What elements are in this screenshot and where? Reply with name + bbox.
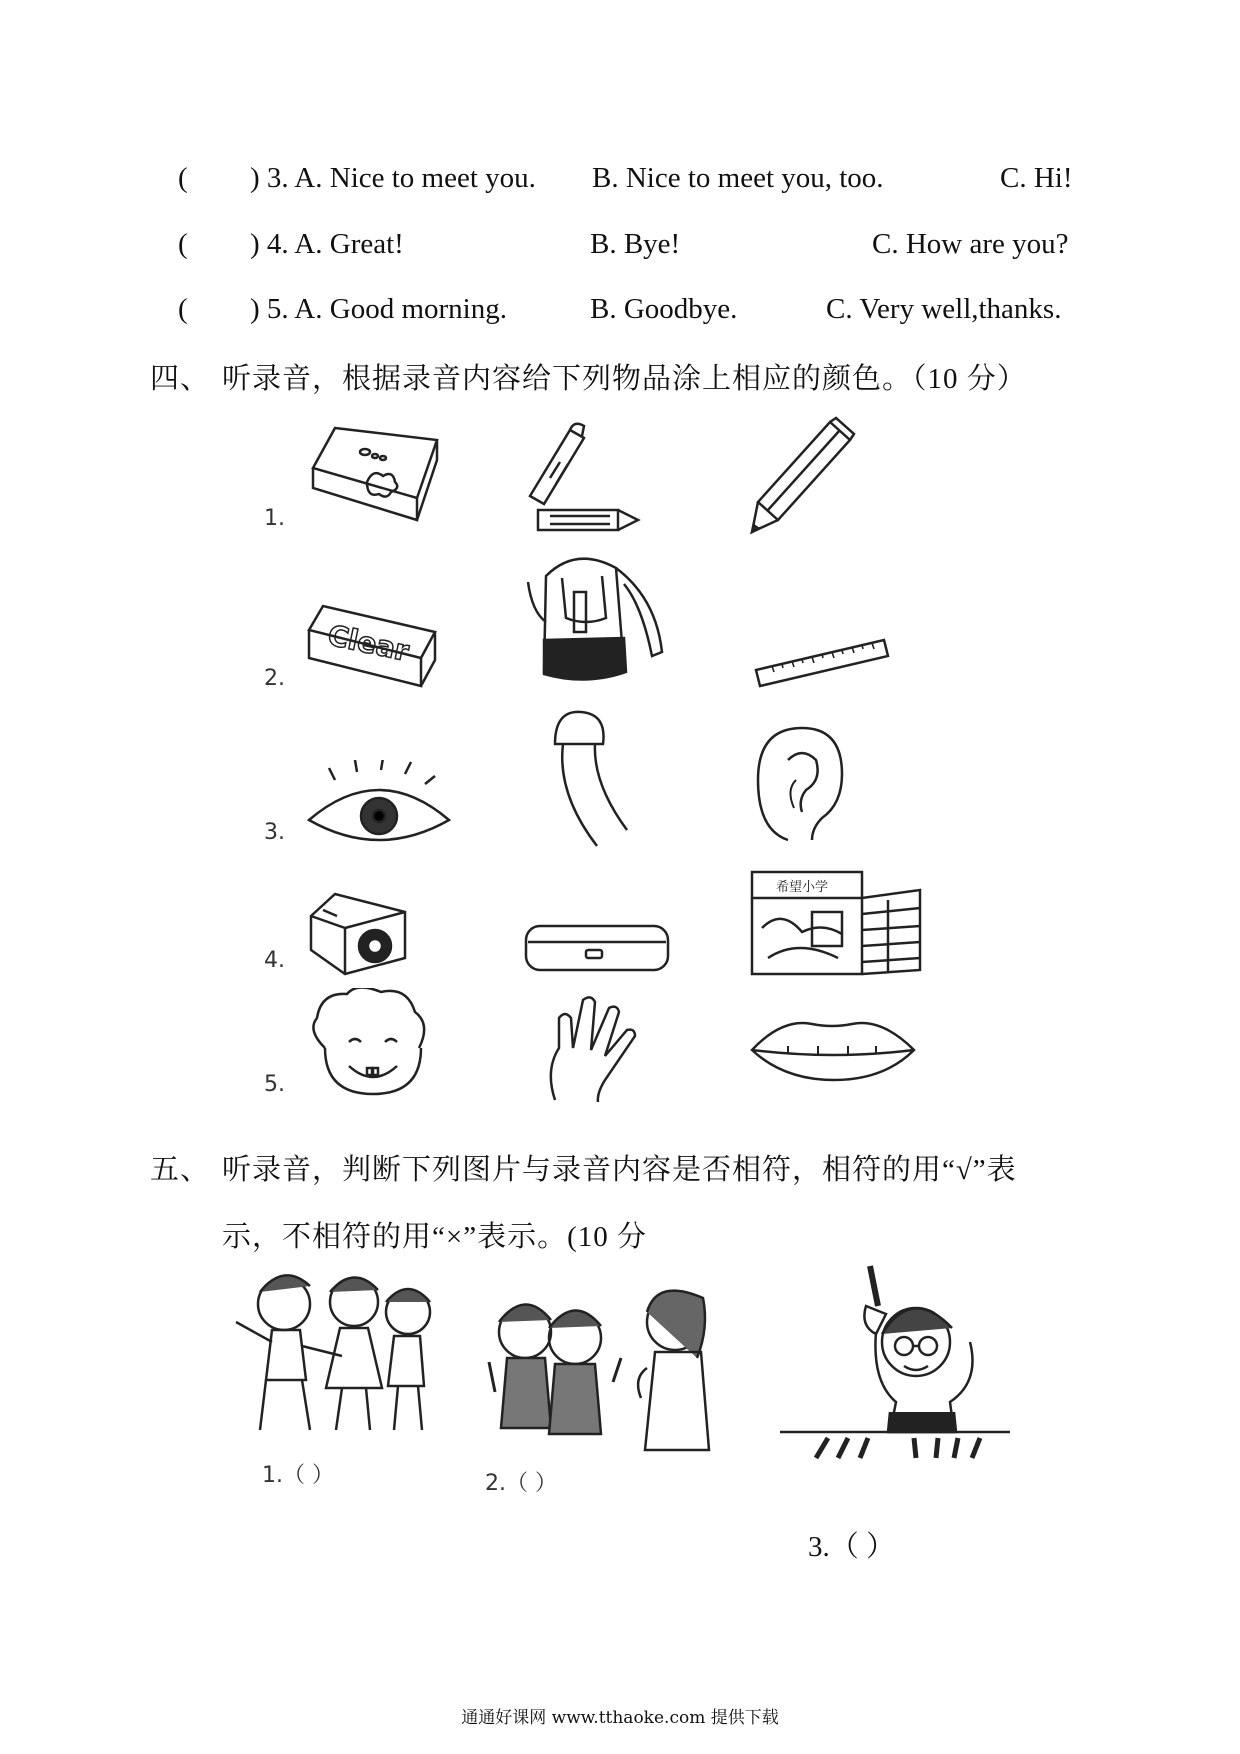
- ear-picture: [748, 720, 848, 850]
- crayons-picture: [520, 418, 645, 533]
- face-picture: [305, 988, 435, 1098]
- row-number: 3.: [264, 820, 285, 845]
- option-c: C. How are you?: [872, 228, 1069, 260]
- eraser-picture: [305, 600, 440, 690]
- eraser-brand: Clear: [324, 618, 412, 668]
- eye-picture: [305, 760, 455, 850]
- row-number: 5.: [264, 1072, 285, 1097]
- option-a: ) 5. A. Good morning.: [250, 293, 507, 325]
- ruler-picture: [752, 634, 892, 694]
- pencil-picture: [750, 416, 860, 536]
- book-picture: [305, 420, 445, 530]
- row-number: 1.: [264, 506, 285, 531]
- option-b: B. Bye!: [590, 228, 681, 260]
- row-number: 2.: [264, 666, 285, 691]
- option-b: B. Nice to meet you, too.: [592, 162, 884, 194]
- backpack-picture: [522, 548, 672, 688]
- answer-paren: (: [178, 293, 188, 325]
- sharpener-picture: [305, 888, 415, 978]
- answer-paren: (: [178, 162, 188, 194]
- section-5-number: 五、: [150, 1154, 211, 1186]
- arm-picture: [545, 710, 635, 850]
- hand-picture: [545, 992, 655, 1102]
- option-c: C. Very well,thanks.: [826, 293, 1062, 325]
- section-5-instruction-line-1: 听录音，判断下列图片与录音内容是否相符，相符的用“√”表: [222, 1154, 1017, 1186]
- school-sign: 希望小学: [776, 880, 829, 895]
- page-footer: 通通好课网 www.tthaoke.com 提供下载: [461, 1708, 779, 1728]
- picture-3-boy-holding-pencil: [776, 1262, 1026, 1492]
- answer-paren: (: [178, 228, 188, 260]
- picture-1-answer: 1.（ ）: [262, 1463, 334, 1488]
- mouth-picture: [748, 1010, 918, 1090]
- option-a: ) 4. A. Great!: [250, 228, 404, 260]
- section-4-instruction: 听录音，根据录音内容给下列物品涂上相应的颜色。（10 分）: [222, 363, 1027, 395]
- section-5-instruction-line-2: 示，不相符的用“×”表示。(10 分: [222, 1221, 648, 1253]
- option-b: B. Goodbye.: [590, 293, 738, 325]
- school-picture: [748, 868, 928, 978]
- section-4-number: 四、: [150, 363, 211, 395]
- pencil-box-picture: [522, 918, 672, 978]
- row-number: 4.: [264, 948, 285, 973]
- picture-3-answer: 3.（ ）: [808, 1531, 896, 1563]
- picture-2-students-with-teacher: [485, 1282, 725, 1452]
- picture-2-answer: 2.（ ）: [485, 1471, 557, 1496]
- picture-1-children-waving: [232, 1262, 442, 1452]
- option-c: C. Hi!: [1000, 162, 1073, 194]
- option-a: ) 3. A. Nice to meet you.: [250, 162, 536, 194]
